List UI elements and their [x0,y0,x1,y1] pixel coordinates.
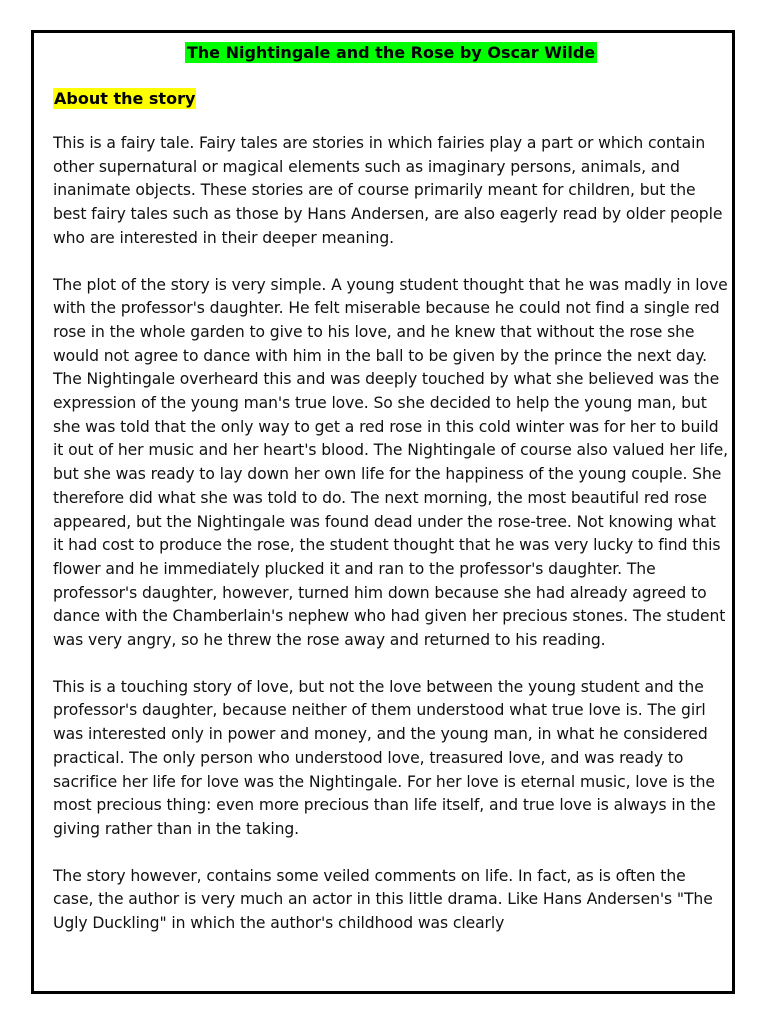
title-row [53,41,729,65]
heading-row [53,87,729,111]
paragraph-plot: The plot of the story is very simple. A young student thought that he was madly in love with the professor's daughter. He felt miserable because he could not find a single red rose in the whole garden to give to his love, and he knew that without the rose she would not agree to dance with him in the ball to be given by the prince the next day. The Nightingale overheard this and was deeply touched by what she believed was the expression of the young man's true love. So she decided to help the young man, but she was told that the only way to get a red rose in this cold winter was for her to build it out of her music and her heart's blood. The Nightingale of course also valued her life, but she was ready to lay down her own life for the happiness of the young couple. She therefore did what she was told to do. The next morning, the most beautiful red rose appeared, but the Nightingale was found dead under the rose-tree. Not knowing what it had cost to produce the rose, the student thought that he was very lucky to find this flower and he immediately plucked it and ran to the professor's daughter. The professor's daughter, however, turned him down because she had already agreed to dance with the Chamberlain's nephew who had given her precious stones. The student was very angry, so he threw the rose away and returned to his reading. [53,275,728,650]
document-content [53,41,729,936]
section-heading: About the story [54,89,196,108]
document-title: The Nightingale and the Rose by Oscar Wilde [186,43,596,62]
document-page [31,30,735,994]
paragraph-theme: This is a touching story of love, but not the love between the young student and the professor's daughter, because neither of them understood what true love is. The girl was interested only in power and money, and the young man, in what he considered practical. The only person who understood love, treasured love, and was ready to sacrifice her life for love was the Nightingale. For her love is eternal music, love is the most precious thing: even more precious than life itself, and true love is always in the giving rather than in the taking. [53,677,716,838]
paragraph-intro: This is a fairy tale. Fairy tales are stories in which fairies play a part or which contain other supernatural or magical elements such as imaginary persons, animals, and inanimate objects. These stories are of course primarily meant for children, but the best fairy tales such as those by Hans Andersen, are also eagerly read by older people who are interested in their deeper meaning. [53,134,723,247]
paragraph-comments: The story however, contains some veiled comments on life. In fact, as is often the case, the author is very much an actor in this little drama. Like Hans Andersen's "The Ugly Duckling" in which the author's childhood was clearly [53,866,713,933]
